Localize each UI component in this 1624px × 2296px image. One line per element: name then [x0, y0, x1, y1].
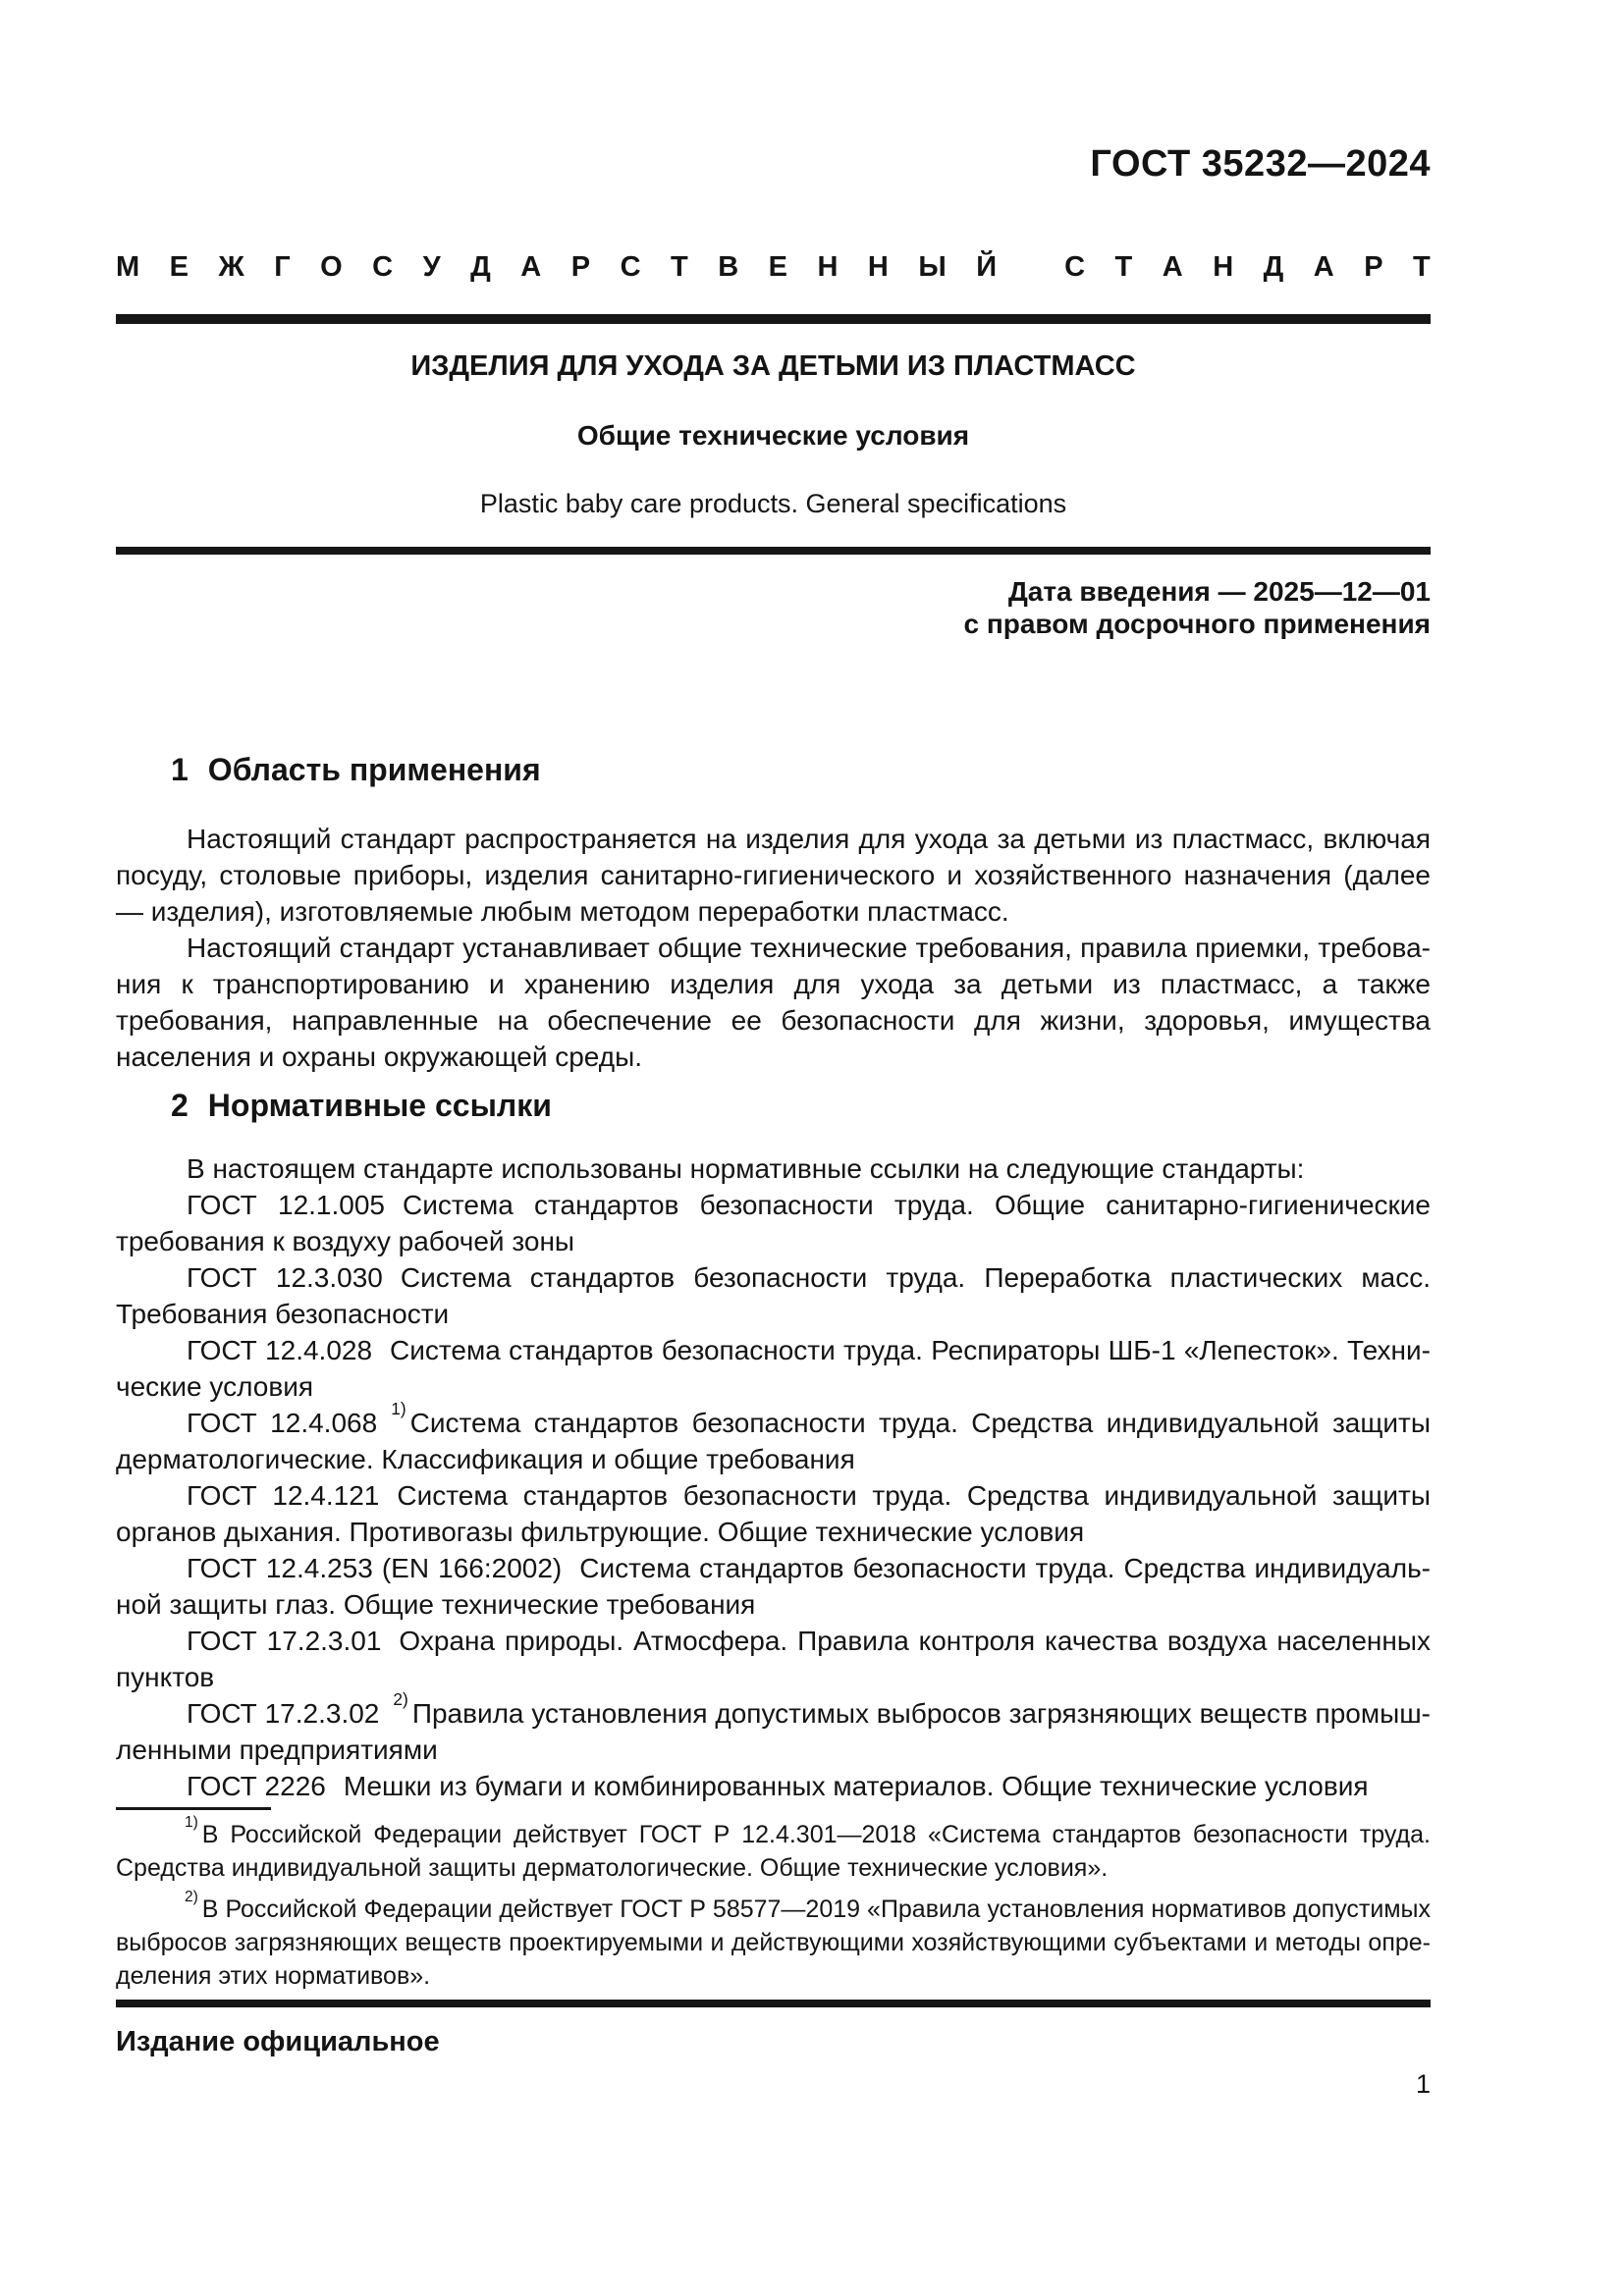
reference-code: ГОСТ 2226	[187, 1771, 326, 1801]
footnote-separator	[116, 1807, 271, 1810]
reference-code: ГОСТ 17.2.3.02	[187, 1698, 380, 1729]
reference-item	[116, 1398, 1431, 1477]
footnote-marker: 2)	[185, 1888, 198, 1905]
reference-code: ГОСТ 12.4.253 (EN 166:2002)	[187, 1553, 563, 1583]
reference-item	[116, 1187, 1431, 1259]
reference-code: ГОСТ 17.2.3.01	[187, 1626, 382, 1656]
paragraph: Настоящий стандарт распространяется на изделия для ухода за детьми из пластмасс, включая посуду, столовые приборы, изделия санитарно-гигиенического и хозяйственного назначения (далее — изделия), изготовляемые любым методом переработки пластмасс.	[116, 824, 1431, 927]
reference-text: Охрана природы. Атмосфера. Правила контроля качества воздуха населенных пунктов	[116, 1626, 1431, 1692]
reference-item	[116, 1259, 1431, 1332]
footnote-marker: 2)	[393, 1688, 408, 1709]
reference-text: Система стандартов безопасности труда. Переработка пластических масс. Требования безопасности	[116, 1262, 1431, 1329]
footnote	[116, 1888, 1431, 1993]
section-2-title: Нормативные ссылки	[207, 1088, 552, 1123]
section-1-number: 1	[171, 752, 189, 787]
early-application-note: с правом досрочного применения	[963, 609, 1431, 639]
reference-text: Мешки из бумаги и комбинированных материалов. Общие технические условия	[343, 1771, 1369, 1801]
section-1-body	[116, 821, 1431, 1075]
doc-number: ГОСТ 35232—2024	[1090, 143, 1431, 185]
reference-item	[116, 1332, 1431, 1405]
reference-text: Система стандартов безопасности труда. Средства индивидуальной защиты дерматологические. Классификация и общие требования	[116, 1408, 1431, 1474]
standard-type-banner: М Е Ж Г О С У Д А Р С Т В Е Н Н Ы Й С Т А Н Д А Р Т	[116, 251, 1431, 283]
document-title-english: Plastic baby care products. General specifications	[479, 489, 1067, 518]
reference-code: ГОСТ 12.3.030	[187, 1262, 383, 1293]
horizontal-rule-top	[116, 314, 1431, 324]
reference-text: Система стандартов безопасности труда. Средства индивидуальной защиты органов дыхания. Противогазы фильтрующие. Общие технические условия	[116, 1480, 1431, 1547]
section-1-heading	[116, 752, 1486, 788]
page-number: 1	[1415, 2069, 1431, 2099]
introduction-date: Дата введения — 2025—12—01	[1007, 576, 1431, 607]
introduction-date-block	[116, 575, 1431, 640]
section-2-number: 2	[171, 1088, 189, 1123]
document-title: ИЗДЕЛИЯ ДЛЯ УХОДА ЗА ДЕТЬМИ ИЗ ПЛАСТМАСС	[410, 350, 1136, 382]
reference-item	[116, 1477, 1431, 1550]
official-edition-note: Издание официальное	[116, 2026, 440, 2057]
footnote-text: В Российской Федерации действует ГОСТ Р 12.4.301—2018 «Система стандартов безопасности труда. Средства индивидуальной защиты дерматологические. Общие технические условия».	[116, 1821, 1431, 1882]
reference-code: ГОСТ 12.1.005	[187, 1190, 386, 1220]
section-2-heading	[116, 1088, 1486, 1124]
footnotes-block	[116, 1813, 1431, 2001]
reference-text: Система стандартов безопасности труда. Общие санитарно-гигиенические требования к воздуху рабочей зоны	[116, 1190, 1431, 1256]
paragraph: Настоящий стандарт устанавливает общие технические требования, правила приемки, требования к транспортированию и хранению изделия для ухода за детьми из пластмасс, а также требования, направленные на обеспечение ее безопасности для жизни, здоровья, имущества населения и охраны окружающей среды.	[116, 933, 1431, 1072]
footnote-text: В Российской Федерации действует ГОСТ Р 58577—2019 «Правила установления нормативов допустимых выбросов загрязняющих веществ проектируемыми и действующими хозяйствующими субъектами и методы определения этих нормативов».	[116, 1896, 1431, 1990]
horizontal-rule-middle	[116, 547, 1431, 555]
reference-text: Система стандартов безопасности труда. Средства индивидуальной защиты глаз. Общие технические требования	[116, 1553, 1431, 1620]
section-1-title: Область применения	[207, 752, 541, 787]
document-subtitle: Общие технические условия	[576, 420, 970, 451]
references-intro: В настоящем стандарте использованы нормативные ссылки на следующие стандарты:	[187, 1153, 1305, 1184]
reference-code: ГОСТ 12.4.068	[187, 1408, 378, 1438]
reference-code: ГОСТ 12.4.121	[187, 1480, 380, 1511]
footnote	[116, 1813, 1431, 1885]
reference-item	[116, 1768, 1431, 1804]
horizontal-rule-bottom	[116, 2000, 1431, 2007]
reference-item	[116, 1688, 1431, 1768]
footnote-marker: 1)	[185, 1813, 198, 1831]
section-2-body	[116, 1150, 1431, 1804]
reference-item	[116, 1623, 1431, 1695]
footnote-marker: 1)	[391, 1398, 406, 1418]
reference-text: Правила установления допустимых выбросов загрязняющих веществ промышленными предприятиями	[116, 1698, 1431, 1765]
reference-code: ГОСТ 12.4.028	[187, 1335, 373, 1365]
reference-item	[116, 1550, 1431, 1623]
reference-text: Система стандартов безопасности труда. Респираторы ШБ-1 «Лепесток». Технические условия	[116, 1335, 1431, 1402]
